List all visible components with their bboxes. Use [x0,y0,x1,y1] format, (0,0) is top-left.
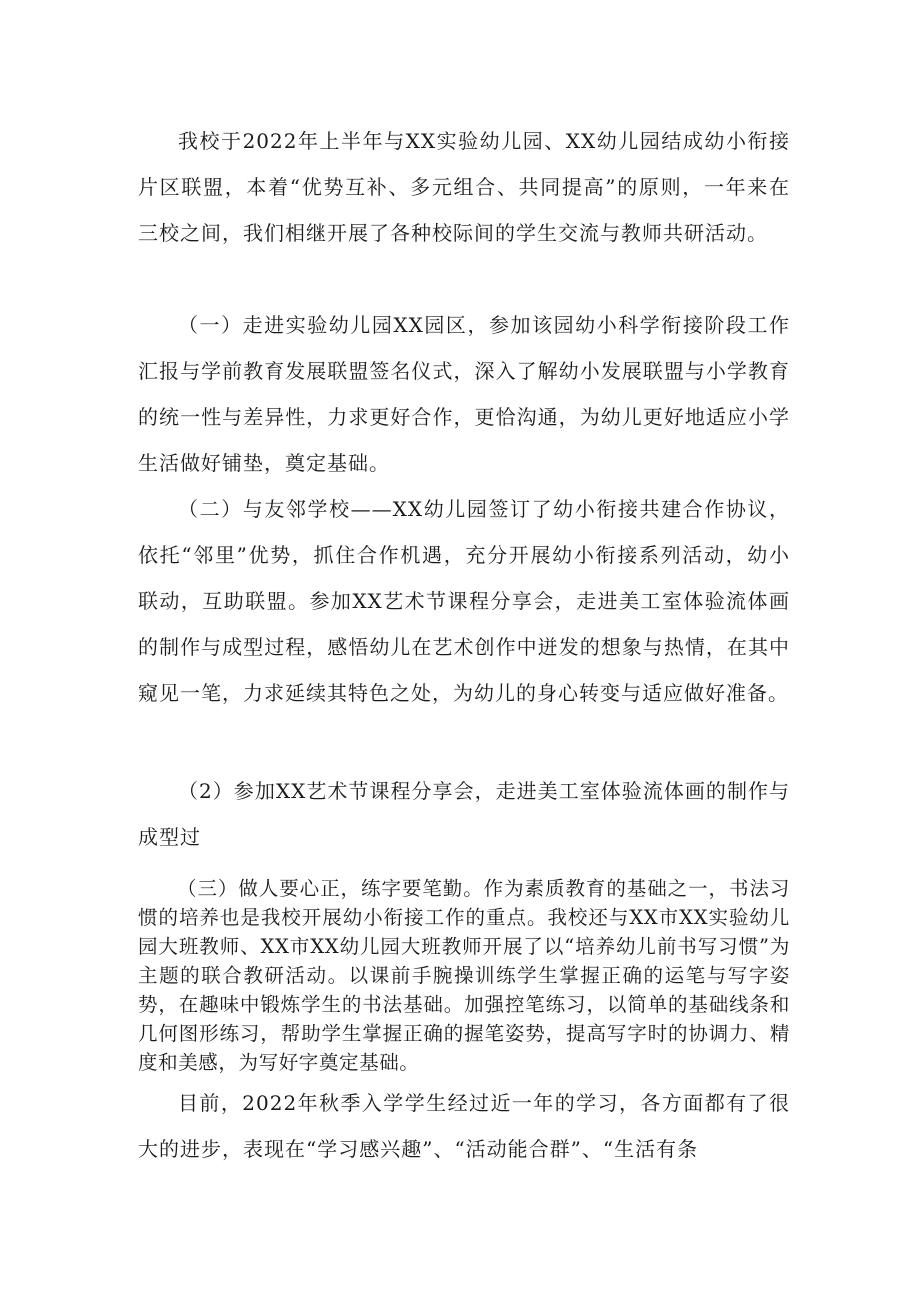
paragraph-current-status: 目前，2022年秋季入学学生经过近一年的学习，各方面都有了很大的进步，表现在“学习感兴趣”、“活动能合群”、“生活有条 [138,1091,790,1161]
paragraph-item-two: （2）参加XX艺术节课程分享会，走进美工室体验流体画的制作与成型过 [138,779,790,849]
paragraph-section-two: （二）与友邻学校——XX幼儿园签订了幼小衔接共建合作协议，依托“邻里”优势，抓住合作机遇，充分开展幼小衔接系列活动，幼小联动，互助联盟。参加XX艺术节课程分享会，走进美工室体验流体画的制作与成型过程，感悟幼儿在艺术创作中迸发的想象与热情，在其中窥见一笔，力求延续其特色之处，为幼儿的身心转变与适应做好准备。 [138,497,790,705]
paragraph-section-one: （一）走进实验幼儿园XX园区，参加该园幼小科学衔接阶段工作汇报与学前教育发展联盟签名仪式，深入了解幼小发展联盟与小学教育的统一性与差异性，力求更好合作，更恰沟通，为幼儿更好地适应小学生活做好铺垫，奠定基础。 [138,313,790,475]
paragraph-intro: 我校于2022年上半年与XX实验幼儿园、XX幼儿园结成幼小衔接片区联盟，本着“优势互补、多元组合、共同提高”的原则，一年来在三校之间，我们相继开展了各种校际间的学生交流与教师共研活动。 [138,129,790,245]
paragraph-section-three: （三）做人要心正，练字要笔勤。作为素质教育的基础之一，书法习惯的培养也是我校开展幼小衔接工作的重点。我校还与XX市XX实验幼儿园大班教师、XX市XX幼儿园大班教师开展了以“培养幼儿前书写习惯”为主题的联合教研活动。以课前手腕操训练学生掌握正确的运笔与写字姿势，在趣味中锻炼学生的书法基础。加强控笔练习，以简单的基础线条和几何图形练习，帮助学生掌握正确的握笔姿势，提高写字时的协调力、精度和美感，为写好字奠定基础。 [138,877,790,1074]
